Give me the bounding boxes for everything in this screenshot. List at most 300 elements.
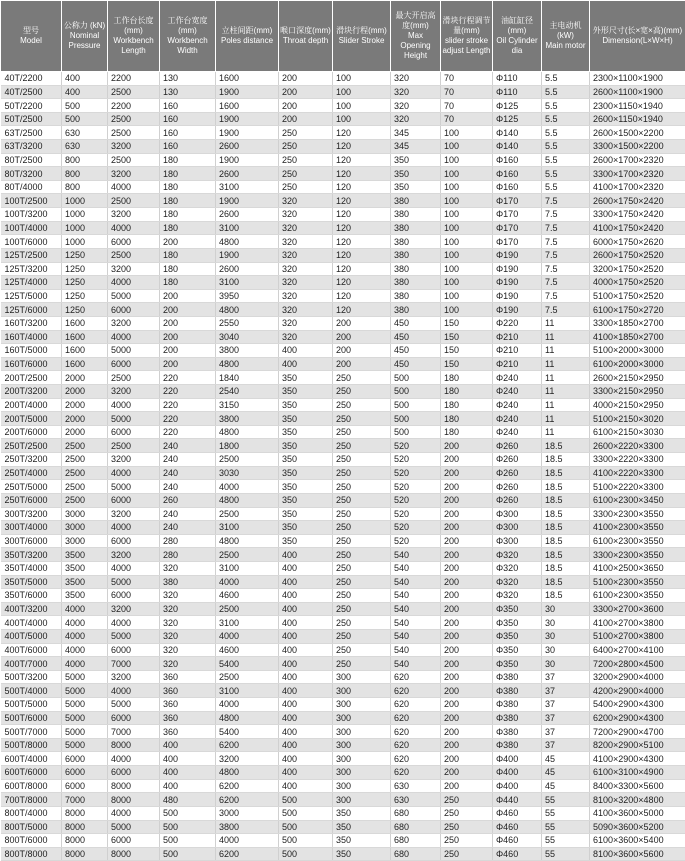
cell-model: 160T/3200	[1, 316, 62, 330]
cell-dimension: 4100×1700×2320	[590, 180, 685, 194]
cell-workbench-length: 2500	[108, 85, 160, 99]
cell-max-opening-height: 680	[391, 834, 441, 848]
cell-workbench-length: 3200	[108, 602, 160, 616]
cell-slider-stroke-adjust: 200	[441, 493, 493, 507]
cell-workbench-width: 160	[160, 99, 216, 113]
cell-main-motor: 37	[542, 698, 590, 712]
cell-nominal-pressure: 6000	[62, 779, 108, 793]
cell-slider-stroke-adjust: 200	[441, 766, 493, 780]
cell-model: 200T/2500	[1, 371, 62, 385]
table-row	[1, 534, 685, 548]
cell-slider-stroke: 300	[333, 725, 391, 739]
table-row	[1, 153, 685, 167]
cell-dimension: 6100×2150×3030	[590, 425, 685, 439]
cell-main-motor: 18.5	[542, 548, 590, 562]
table-row	[1, 738, 685, 752]
cell-poles-distance: 4800	[216, 493, 279, 507]
table-row	[1, 453, 685, 467]
cell-main-motor: 18.5	[542, 439, 590, 453]
cell-poles-distance: 2500	[216, 602, 279, 616]
cell-model: 200T/6000	[1, 425, 62, 439]
cell-dimension: 3300×2300×3550	[590, 548, 685, 562]
cell-workbench-width: 320	[160, 589, 216, 603]
cell-dimension: 6100×3600×5400	[590, 834, 685, 848]
cell-nominal-pressure: 2000	[62, 371, 108, 385]
cell-nominal-pressure: 2000	[62, 425, 108, 439]
header-label-zh: 型号	[2, 26, 60, 36]
cell-main-motor: 37	[542, 684, 590, 698]
table-row	[1, 248, 685, 262]
cell-workbench-length: 5000	[108, 480, 160, 494]
table-row	[1, 670, 685, 684]
cell-model: 125T/6000	[1, 303, 62, 317]
cell-workbench-length: 8000	[108, 779, 160, 793]
cell-workbench-width: 240	[160, 453, 216, 467]
cell-workbench-length: 6000	[108, 534, 160, 548]
cell-model: 80T/3200	[1, 167, 62, 181]
cell-nominal-pressure: 7000	[62, 793, 108, 807]
cell-slider-stroke-adjust: 180	[441, 425, 493, 439]
table-body	[1, 72, 685, 861]
table-row	[1, 112, 685, 126]
cell-throat-depth: 400	[279, 725, 333, 739]
cell-oil-cylinder-dia: Φ110	[493, 72, 542, 86]
cell-workbench-length: 6000	[108, 834, 160, 848]
cell-dimension: 4200×2900×4000	[590, 684, 685, 698]
cell-oil-cylinder-dia: Φ210	[493, 357, 542, 371]
cell-main-motor: 45	[542, 752, 590, 766]
cell-main-motor: 7.5	[542, 276, 590, 290]
cell-workbench-width: 400	[160, 779, 216, 793]
header-label-zh: 公称力 (kN)	[63, 21, 106, 31]
cell-workbench-length: 2500	[108, 371, 160, 385]
table-row	[1, 521, 685, 535]
table-row	[1, 262, 685, 276]
header-poles-distance	[216, 1, 279, 72]
cell-slider-stroke-adjust: 150	[441, 330, 493, 344]
cell-slider-stroke-adjust: 180	[441, 412, 493, 426]
cell-max-opening-height: 620	[391, 766, 441, 780]
cell-dimension: 2300×1100×1900	[590, 72, 685, 86]
cell-workbench-width: 380	[160, 575, 216, 589]
cell-poles-distance: 6200	[216, 793, 279, 807]
header-max-opening-height	[391, 1, 441, 72]
cell-nominal-pressure: 400	[62, 72, 108, 86]
cell-main-motor: 18.5	[542, 575, 590, 589]
cell-dimension: 4100×2220×3300	[590, 466, 685, 480]
header-label-en: Main motor	[543, 41, 588, 51]
cell-workbench-length: 3200	[108, 262, 160, 276]
cell-poles-distance: 4800	[216, 425, 279, 439]
header-slider-stroke	[333, 1, 391, 72]
cell-workbench-length: 8000	[108, 793, 160, 807]
cell-poles-distance: 4000	[216, 629, 279, 643]
cell-poles-distance: 3040	[216, 330, 279, 344]
cell-slider-stroke: 120	[333, 126, 391, 140]
cell-nominal-pressure: 5000	[62, 738, 108, 752]
cell-dimension: 4000×1750×2520	[590, 276, 685, 290]
cell-oil-cylinder-dia: Φ380	[493, 698, 542, 712]
cell-throat-depth: 320	[279, 316, 333, 330]
cell-workbench-length: 6000	[108, 357, 160, 371]
table-row	[1, 698, 685, 712]
cell-slider-stroke: 120	[333, 153, 391, 167]
cell-main-motor: 55	[542, 793, 590, 807]
cell-oil-cylinder-dia: Φ170	[493, 221, 542, 235]
cell-slider-stroke: 300	[333, 752, 391, 766]
cell-slider-stroke: 250	[333, 412, 391, 426]
cell-throat-depth: 500	[279, 806, 333, 820]
cell-workbench-length: 6000	[108, 493, 160, 507]
cell-workbench-width: 500	[160, 847, 216, 861]
cell-dimension: 3300×1850×2700	[590, 316, 685, 330]
table-row	[1, 126, 685, 140]
cell-dimension: 2600×1100×1900	[590, 85, 685, 99]
cell-workbench-length: 4000	[108, 180, 160, 194]
cell-workbench-length: 2200	[108, 72, 160, 86]
cell-slider-stroke: 250	[333, 439, 391, 453]
cell-main-motor: 7.5	[542, 303, 590, 317]
cell-nominal-pressure: 400	[62, 85, 108, 99]
cell-workbench-width: 480	[160, 793, 216, 807]
cell-dimension: 4100×2900×4300	[590, 752, 685, 766]
cell-poles-distance: 3200	[216, 752, 279, 766]
cell-nominal-pressure: 3500	[62, 575, 108, 589]
table-row	[1, 208, 685, 222]
cell-oil-cylinder-dia: Φ240	[493, 385, 542, 399]
cell-workbench-length: 6000	[108, 425, 160, 439]
table-row	[1, 561, 685, 575]
cell-slider-stroke-adjust: 200	[441, 480, 493, 494]
table-row	[1, 330, 685, 344]
cell-oil-cylinder-dia: Φ190	[493, 303, 542, 317]
cell-slider-stroke-adjust: 200	[441, 521, 493, 535]
cell-main-motor: 5.5	[542, 99, 590, 113]
cell-throat-depth: 400	[279, 711, 333, 725]
cell-dimension: 4000×2150×2950	[590, 398, 685, 412]
cell-poles-distance: 1840	[216, 371, 279, 385]
cell-main-motor: 45	[542, 766, 590, 780]
cell-oil-cylinder-dia: Φ320	[493, 575, 542, 589]
cell-main-motor: 5.5	[542, 180, 590, 194]
cell-poles-distance: 3800	[216, 344, 279, 358]
cell-poles-distance: 6200	[216, 847, 279, 861]
cell-max-opening-height: 620	[391, 670, 441, 684]
cell-max-opening-height: 630	[391, 779, 441, 793]
cell-workbench-width: 280	[160, 534, 216, 548]
cell-main-motor: 30	[542, 602, 590, 616]
cell-oil-cylinder-dia: Φ350	[493, 602, 542, 616]
cell-dimension: 5100×2150×3020	[590, 412, 685, 426]
header-main-motor	[542, 1, 590, 72]
table-row	[1, 72, 685, 86]
cell-workbench-width: 180	[160, 276, 216, 290]
cell-max-opening-height: 680	[391, 820, 441, 834]
cell-slider-stroke-adjust: 70	[441, 99, 493, 113]
cell-throat-depth: 400	[279, 616, 333, 630]
cell-dimension: 3300×1500×2200	[590, 140, 685, 154]
cell-slider-stroke-adjust: 200	[441, 466, 493, 480]
cell-workbench-length: 4000	[108, 398, 160, 412]
cell-workbench-width: 400	[160, 738, 216, 752]
cell-max-opening-height: 680	[391, 806, 441, 820]
cell-slider-stroke-adjust: 100	[441, 126, 493, 140]
cell-oil-cylinder-dia: Φ110	[493, 85, 542, 99]
cell-model: 63T/2500	[1, 126, 62, 140]
cell-oil-cylinder-dia: Φ190	[493, 262, 542, 276]
header-label-en: slider stroke adjust Length	[442, 36, 491, 56]
cell-model: 600T/8000	[1, 779, 62, 793]
cell-model: 80T/4000	[1, 180, 62, 194]
cell-slider-stroke-adjust: 100	[441, 235, 493, 249]
cell-max-opening-height: 520	[391, 534, 441, 548]
cell-main-motor: 11	[542, 371, 590, 385]
cell-model: 800T/5000	[1, 820, 62, 834]
cell-throat-depth: 200	[279, 72, 333, 86]
cell-model: 300T/4000	[1, 521, 62, 535]
cell-max-opening-height: 620	[391, 738, 441, 752]
table-row	[1, 589, 685, 603]
cell-workbench-width: 240	[160, 521, 216, 535]
cell-workbench-width: 360	[160, 711, 216, 725]
cell-model: 50T/2500	[1, 112, 62, 126]
cell-workbench-width: 320	[160, 643, 216, 657]
cell-workbench-length: 7000	[108, 657, 160, 671]
cell-slider-stroke: 120	[333, 276, 391, 290]
cell-dimension: 5100×2000×3000	[590, 344, 685, 358]
header-label-en: Max Opening Height	[392, 31, 439, 61]
cell-slider-stroke-adjust: 200	[441, 616, 493, 630]
cell-workbench-width: 320	[160, 616, 216, 630]
cell-workbench-length: 5000	[108, 412, 160, 426]
cell-poles-distance: 6200	[216, 779, 279, 793]
cell-workbench-length: 4000	[108, 616, 160, 630]
cell-workbench-width: 220	[160, 425, 216, 439]
cell-workbench-length: 8000	[108, 738, 160, 752]
cell-oil-cylinder-dia: Φ380	[493, 725, 542, 739]
cell-poles-distance: 5400	[216, 657, 279, 671]
header-label-zh: 滑块行程调节量(mm)	[442, 16, 491, 36]
cell-workbench-width: 360	[160, 698, 216, 712]
cell-model: 700T/8000	[1, 793, 62, 807]
cell-max-opening-height: 350	[391, 153, 441, 167]
cell-main-motor: 55	[542, 847, 590, 861]
cell-slider-stroke: 250	[333, 643, 391, 657]
cell-poles-distance: 5400	[216, 725, 279, 739]
cell-slider-stroke-adjust: 100	[441, 248, 493, 262]
cell-workbench-width: 500	[160, 806, 216, 820]
cell-oil-cylinder-dia: Φ240	[493, 412, 542, 426]
cell-dimension: 6100×3100×4900	[590, 766, 685, 780]
cell-model: 500T/5000	[1, 698, 62, 712]
cell-max-opening-height: 380	[391, 289, 441, 303]
cell-max-opening-height: 630	[391, 793, 441, 807]
cell-slider-stroke-adjust: 150	[441, 316, 493, 330]
cell-nominal-pressure: 1600	[62, 344, 108, 358]
cell-slider-stroke-adjust: 200	[441, 534, 493, 548]
cell-nominal-pressure: 500	[62, 112, 108, 126]
cell-slider-stroke-adjust: 200	[441, 684, 493, 698]
cell-model: 800T/4000	[1, 806, 62, 820]
cell-oil-cylinder-dia: Φ170	[493, 208, 542, 222]
cell-slider-stroke: 250	[333, 534, 391, 548]
table-row	[1, 657, 685, 671]
cell-model: 125T/2500	[1, 248, 62, 262]
cell-workbench-width: 180	[160, 194, 216, 208]
cell-model: 125T/5000	[1, 289, 62, 303]
cell-slider-stroke: 120	[333, 235, 391, 249]
cell-throat-depth: 400	[279, 561, 333, 575]
cell-main-motor: 7.5	[542, 208, 590, 222]
cell-dimension: 5100×2220×3300	[590, 480, 685, 494]
cell-model: 100T/4000	[1, 221, 62, 235]
cell-throat-depth: 250	[279, 180, 333, 194]
cell-poles-distance: 1900	[216, 112, 279, 126]
cell-workbench-length: 2500	[108, 112, 160, 126]
cell-max-opening-height: 620	[391, 684, 441, 698]
cell-slider-stroke-adjust: 200	[441, 575, 493, 589]
cell-model: 600T/4000	[1, 752, 62, 766]
table-row	[1, 602, 685, 616]
cell-nominal-pressure: 5000	[62, 711, 108, 725]
cell-slider-stroke: 250	[333, 480, 391, 494]
cell-workbench-length: 4000	[108, 561, 160, 575]
cell-slider-stroke: 300	[333, 738, 391, 752]
cell-throat-depth: 400	[279, 344, 333, 358]
cell-model: 300T/3200	[1, 507, 62, 521]
cell-slider-stroke-adjust: 250	[441, 820, 493, 834]
cell-slider-stroke-adjust: 200	[441, 643, 493, 657]
cell-slider-stroke-adjust: 200	[441, 738, 493, 752]
cell-poles-distance: 3100	[216, 561, 279, 575]
cell-main-motor: 11	[542, 425, 590, 439]
cell-model: 400T/5000	[1, 629, 62, 643]
cell-throat-depth: 400	[279, 589, 333, 603]
cell-dimension: 6100×1750×2720	[590, 303, 685, 317]
cell-nominal-pressure: 2500	[62, 480, 108, 494]
cell-dimension: 3300×1700×2320	[590, 167, 685, 181]
cell-slider-stroke: 250	[333, 493, 391, 507]
cell-main-motor: 37	[542, 670, 590, 684]
cell-oil-cylinder-dia: Φ140	[493, 140, 542, 154]
cell-oil-cylinder-dia: Φ240	[493, 398, 542, 412]
cell-poles-distance: 2500	[216, 670, 279, 684]
cell-throat-depth: 350	[279, 398, 333, 412]
cell-nominal-pressure: 1000	[62, 235, 108, 249]
cell-max-opening-height: 500	[391, 412, 441, 426]
cell-workbench-length: 3200	[108, 167, 160, 181]
cell-throat-depth: 250	[279, 153, 333, 167]
table-row	[1, 507, 685, 521]
cell-slider-stroke-adjust: 180	[441, 398, 493, 412]
cell-slider-stroke-adjust: 70	[441, 112, 493, 126]
cell-workbench-width: 360	[160, 684, 216, 698]
cell-nominal-pressure: 6000	[62, 766, 108, 780]
cell-workbench-length: 3200	[108, 208, 160, 222]
header-label-en: Workbench Width	[161, 36, 214, 56]
cell-workbench-length: 3200	[108, 507, 160, 521]
cell-throat-depth: 400	[279, 752, 333, 766]
cell-slider-stroke: 350	[333, 847, 391, 861]
cell-max-opening-height: 540	[391, 643, 441, 657]
table-row	[1, 629, 685, 643]
cell-throat-depth: 400	[279, 657, 333, 671]
cell-dimension: 8100×3200×4800	[590, 793, 685, 807]
header-label-en: Model	[2, 36, 60, 46]
cell-dimension: 2600×2150×2950	[590, 371, 685, 385]
cell-workbench-width: 200	[160, 289, 216, 303]
cell-poles-distance: 4000	[216, 698, 279, 712]
cell-dimension: 2300×1150×1940	[590, 99, 685, 113]
cell-slider-stroke: 200	[333, 357, 391, 371]
table-row	[1, 684, 685, 698]
cell-workbench-length: 4000	[108, 466, 160, 480]
header-label-zh: 油缸缸径(mm)	[494, 16, 540, 36]
cell-workbench-length: 4000	[108, 521, 160, 535]
cell-workbench-length: 5000	[108, 629, 160, 643]
cell-slider-stroke-adjust: 200	[441, 657, 493, 671]
cell-max-opening-height: 380	[391, 262, 441, 276]
cell-nominal-pressure: 4000	[62, 629, 108, 643]
cell-max-opening-height: 540	[391, 657, 441, 671]
cell-dimension: 6100×2000×3000	[590, 357, 685, 371]
cell-slider-stroke: 250	[333, 398, 391, 412]
cell-oil-cylinder-dia: Φ125	[493, 99, 542, 113]
cell-dimension: 3300×1750×2420	[590, 208, 685, 222]
cell-max-opening-height: 520	[391, 480, 441, 494]
header-throat-depth	[279, 1, 333, 72]
cell-dimension: 6000×1750×2620	[590, 235, 685, 249]
cell-workbench-length: 4000	[108, 752, 160, 766]
cell-workbench-length: 6000	[108, 766, 160, 780]
cell-slider-stroke-adjust: 200	[441, 439, 493, 453]
cell-poles-distance: 1900	[216, 153, 279, 167]
cell-oil-cylinder-dia: Φ190	[493, 276, 542, 290]
cell-max-opening-height: 350	[391, 180, 441, 194]
header-label-en: Slider Stroke	[334, 36, 389, 46]
cell-oil-cylinder-dia: Φ190	[493, 289, 542, 303]
cell-oil-cylinder-dia: Φ260	[493, 466, 542, 480]
cell-nominal-pressure: 500	[62, 99, 108, 113]
table-row	[1, 466, 685, 480]
cell-poles-distance: 4000	[216, 480, 279, 494]
cell-poles-distance: 3100	[216, 276, 279, 290]
header-dimension	[590, 1, 685, 72]
cell-slider-stroke: 200	[333, 316, 391, 330]
cell-max-opening-height: 520	[391, 439, 441, 453]
cell-workbench-length: 2500	[108, 194, 160, 208]
cell-throat-depth: 400	[279, 684, 333, 698]
cell-slider-stroke: 350	[333, 820, 391, 834]
cell-poles-distance: 4600	[216, 589, 279, 603]
cell-max-opening-height: 520	[391, 453, 441, 467]
cell-workbench-width: 360	[160, 725, 216, 739]
cell-slider-stroke: 250	[333, 453, 391, 467]
cell-slider-stroke: 120	[333, 289, 391, 303]
cell-oil-cylinder-dia: Φ460	[493, 847, 542, 861]
cell-oil-cylinder-dia: Φ220	[493, 316, 542, 330]
cell-dimension: 4100×3600×5000	[590, 806, 685, 820]
cell-slider-stroke: 120	[333, 208, 391, 222]
cell-main-motor: 18.5	[542, 493, 590, 507]
table-row	[1, 221, 685, 235]
cell-main-motor: 7.5	[542, 194, 590, 208]
cell-model: 125T/4000	[1, 276, 62, 290]
cell-model: 400T/6000	[1, 643, 62, 657]
cell-slider-stroke: 200	[333, 344, 391, 358]
cell-dimension: 2600×1500×2200	[590, 126, 685, 140]
cell-max-opening-height: 380	[391, 303, 441, 317]
